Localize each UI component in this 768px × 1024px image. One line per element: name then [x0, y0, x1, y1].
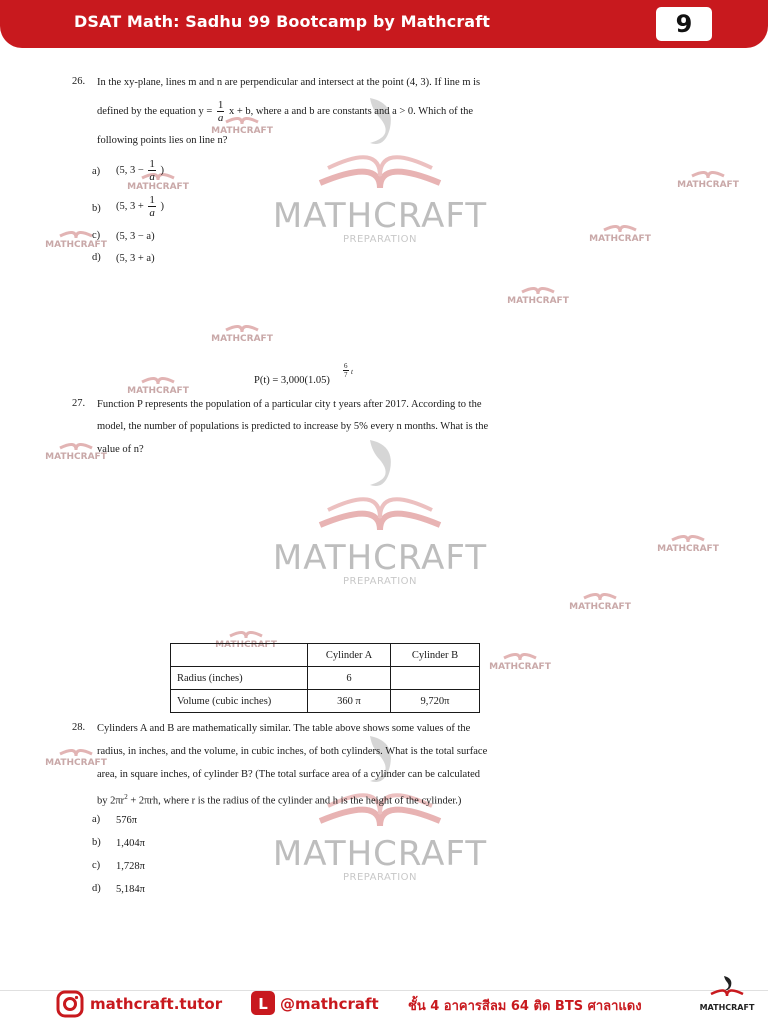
address-text: ชั้น 4 อาคารสีลม 64 ติด BTS ศาลาแดง — [408, 999, 642, 1014]
watermark-text: MATHCRAFT — [272, 196, 488, 236]
footer-divider — [0, 990, 768, 991]
option-a-prefix: (5, 3 − — [116, 164, 144, 176]
header-bar — [0, 0, 768, 48]
table-cell: 360 π — [308, 690, 391, 713]
book-mini-icon — [668, 522, 708, 544]
watermark-small-text: MATHCRAFT — [127, 386, 189, 396]
watermark-small — [122, 364, 194, 396]
watermark-small — [652, 522, 724, 554]
open-book-logo-icon — [300, 430, 460, 540]
table-header-cell: Cylinder A — [308, 644, 391, 667]
question-27-line-1: Function P represents the population of a particular city t years after 2017. According to the — [97, 399, 482, 410]
fraction — [148, 194, 156, 219]
option-b-prefix: (5, 3 + — [116, 200, 144, 212]
table-header-cell — [171, 644, 308, 667]
book-mini-icon — [688, 158, 728, 180]
watermark-small-text: MATHCRAFT — [677, 180, 739, 190]
watermark-small — [564, 580, 636, 612]
option-c-answer[interactable]: 1,728π — [116, 861, 145, 872]
table-cell: 9,720π — [391, 690, 480, 713]
book-mini-icon — [226, 618, 266, 640]
formula-part-1: by 2πr — [97, 795, 125, 807]
watermark-small-text: MATHCRAFT — [45, 452, 107, 462]
book-mini-icon — [222, 312, 262, 334]
watermark-small-text: MATHCRAFT — [45, 240, 107, 250]
fraction-denominator: a — [217, 112, 224, 124]
book-mini-icon — [56, 218, 96, 240]
book-mini-icon — [600, 212, 640, 234]
exponent-numerator: 6 — [344, 362, 348, 370]
svg-text:L: L — [258, 995, 268, 1013]
watermark-large — [260, 430, 500, 587]
watermark-small-text: MATHCRAFT — [215, 640, 277, 650]
table-cell — [391, 667, 480, 690]
line-id[interactable]: @mathcraft — [280, 995, 379, 1013]
watermark-small-text: MATHCRAFT — [211, 126, 273, 136]
mathcraft-logo-icon — [707, 974, 747, 998]
formula-exponent — [343, 362, 349, 379]
question-28-line-1: Cylinders A and B are mathematically similar. The table above shows some values of the — [97, 723, 471, 734]
question-27-line-2: model, the number of populations is predicted to increase by 5% every n months. What is the — [97, 421, 489, 432]
watermark-small-text: MATHCRAFT — [489, 662, 551, 672]
table-cell: Radius (inches) — [171, 667, 308, 690]
watermark-small — [672, 158, 744, 190]
option-letter: a) — [92, 166, 101, 177]
question-number: 28. — [72, 722, 86, 733]
book-mini-icon — [500, 640, 540, 662]
watermark-small — [502, 274, 574, 306]
watermark-small — [584, 212, 656, 244]
fraction — [217, 99, 225, 124]
table-row — [171, 690, 480, 713]
question-number: 27. — [72, 398, 86, 409]
watermark-small-text: MATHCRAFT — [589, 234, 651, 244]
watermark-small-text: MATHCRAFT — [127, 182, 189, 192]
formula-part-2: + 2πrh, where r is the radius of the cylinder and h is the height of the cylinder.) — [127, 795, 462, 807]
watermark-subtext: PREPARATION — [342, 872, 418, 883]
page-header-title: DSAT Math: Sadhu 99 Bootcamp by Mathcraft — [74, 12, 491, 31]
option-b-answer[interactable]: 1,404π — [116, 838, 145, 849]
exponent-denominator: 7 — [344, 371, 348, 379]
option-letter: a) — [92, 814, 101, 825]
fraction — [148, 158, 156, 183]
cylinder-table — [170, 643, 480, 713]
fraction-numerator: 1 — [149, 194, 155, 206]
option-c-answer[interactable]: (5, 3 − a) — [116, 231, 155, 242]
watermark-small-text: MATHCRAFT — [211, 334, 273, 344]
table-row — [171, 667, 480, 690]
option-letter: c) — [92, 230, 101, 241]
book-mini-icon — [580, 580, 620, 602]
table-cell: 6 — [308, 667, 391, 690]
question-26-line-1: In the xy-plane, lines m and n are perpendicular and intersect at the point (4, 3). If line m is — [97, 77, 481, 88]
option-letter: d) — [92, 252, 101, 263]
table-cell: Volume (cubic inches) — [171, 690, 308, 713]
fraction-denominator: a — [149, 207, 155, 219]
formula-base: P(t) = 3,000(1.05) — [254, 375, 330, 386]
table-header-cell: Cylinder B — [391, 644, 480, 667]
watermark-small-text: MATHCRAFT — [569, 602, 631, 612]
option-a-suffix: ) — [160, 164, 165, 176]
watermark-small — [40, 218, 112, 250]
exponent-variable: t — [351, 368, 353, 376]
fraction-numerator: 1 — [149, 158, 155, 170]
instagram-icon[interactable] — [56, 990, 84, 1018]
question-28-line-4 — [97, 791, 461, 808]
footer-logo-text: MATHCRAFT — [699, 1003, 755, 1012]
book-mini-icon — [138, 364, 178, 386]
watermark-small-text: MATHCRAFT — [657, 544, 719, 554]
book-mini-icon — [56, 736, 96, 758]
book-mini-icon — [518, 274, 558, 296]
question-27-line-3: value of n? — [97, 444, 144, 455]
question-26-line-2 — [97, 99, 473, 124]
footer-logo — [694, 974, 760, 1012]
option-letter: b) — [92, 203, 101, 214]
option-d-answer[interactable]: 5,184π — [116, 884, 145, 895]
line-app-icon[interactable] — [250, 990, 276, 1018]
option-letter: b) — [92, 837, 101, 848]
option-d-answer[interactable]: (5, 3 + a) — [116, 253, 155, 264]
population-formula — [254, 374, 330, 387]
question-26-line-2-pre: defined by the equation y = — [97, 105, 213, 117]
option-letter: c) — [92, 860, 101, 871]
superscript-2: 2 — [124, 793, 128, 801]
option-letter: d) — [92, 883, 101, 894]
watermark-text: MATHCRAFT — [272, 538, 488, 578]
watermark-subtext: PREPARATION — [342, 576, 418, 587]
fraction-numerator: 1 — [217, 99, 224, 111]
table-header-row — [171, 644, 480, 667]
question-26-line-3: following points lies on line n? — [97, 135, 228, 146]
watermark-subtext: PREPARATION — [342, 234, 418, 245]
watermark-small — [206, 312, 278, 344]
question-26-line-2-post: x + b, where a and b are constants and a > 0. Which of the — [229, 105, 474, 117]
option-b-answer[interactable] — [116, 194, 164, 219]
option-a-answer[interactable] — [116, 158, 164, 183]
question-28-line-2: radius, in inches, and the volume, in cubic inches, of both cylinders. What is the total surface — [97, 746, 488, 757]
instagram-handle[interactable]: mathcraft.tutor — [90, 995, 223, 1013]
question-number: 26. — [72, 76, 86, 87]
watermark-small-text: MATHCRAFT — [507, 296, 569, 306]
option-a-answer[interactable]: 576π — [116, 815, 138, 826]
question-28-line-3: area, in square inches, of cylinder B? (The total surface area of a cylinder can be calculated — [97, 769, 481, 780]
page-number: 9 — [656, 7, 712, 41]
watermark-small — [484, 640, 556, 672]
open-book-logo-icon — [300, 726, 460, 836]
fraction-denominator: a — [149, 171, 155, 183]
watermark-small-text: MATHCRAFT — [45, 758, 107, 768]
option-b-suffix: ) — [160, 200, 165, 212]
watermark-text: MATHCRAFT — [272, 834, 488, 874]
book-mini-icon — [56, 430, 96, 452]
